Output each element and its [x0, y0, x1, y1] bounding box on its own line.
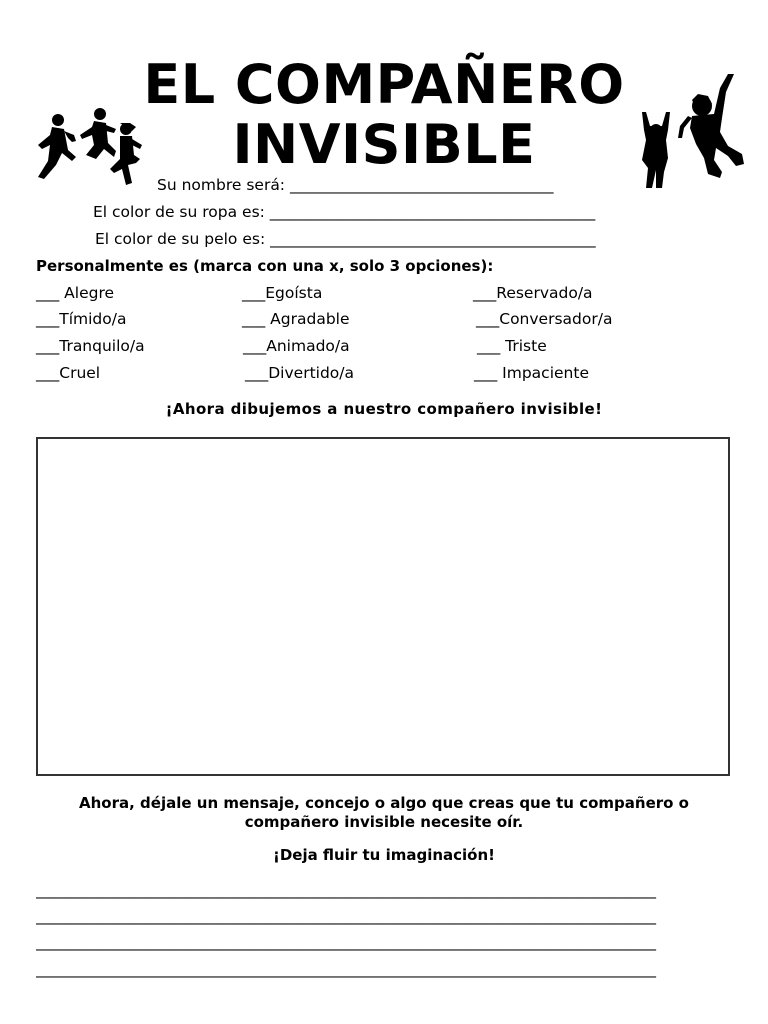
- option-animado[interactable]: ___Animado/a: [243, 337, 350, 355]
- personality-prompt: Personalmente es (marca con una x, solo 3 opciones):: [36, 257, 494, 275]
- draw-prompt: ¡Ahora dibujemos a nuestro compañero invisible!: [165, 400, 603, 418]
- option-timido[interactable]: ___Tímido/a: [36, 310, 127, 328]
- option-triste[interactable]: ___ Triste: [477, 337, 547, 355]
- page-title-line2: INVISIBLE: [232, 113, 536, 176]
- answer-line[interactable]: ________________________________________________________________________________: [36, 962, 656, 978]
- option-conversador[interactable]: ___Conversador/a: [476, 310, 613, 328]
- option-reservado[interactable]: ___Reservado/a: [473, 284, 593, 302]
- option-agradable[interactable]: ___ Agradable: [242, 310, 350, 328]
- answer-line[interactable]: ________________________________________________________________________________: [36, 935, 656, 951]
- answer-line[interactable]: ________________________________________________________________________________: [36, 883, 656, 899]
- option-alegre[interactable]: ___ Alegre: [36, 284, 115, 302]
- page-title-line1: EL COMPAÑERO: [143, 53, 625, 116]
- option-divertido[interactable]: ___Divertido/a: [245, 364, 354, 382]
- option-impaciente[interactable]: ___ Impaciente: [474, 364, 589, 382]
- hair-color-field[interactable]: El color de su pelo es: __________________________________________: [95, 230, 596, 248]
- message-prompt: Ahora, déjale un mensaje, concejo o algo que creas que tu compañero o compañero invisible necesite oír.: [79, 794, 689, 831]
- option-tranquilo[interactable]: ___Tranquilo/a: [36, 337, 145, 355]
- clothes-color-field[interactable]: El color de su ropa es: __________________________________________: [93, 203, 596, 221]
- drawing-area[interactable]: [36, 437, 730, 776]
- option-cruel[interactable]: ___Cruel: [36, 364, 101, 382]
- imagination-text: ¡Deja fluir tu imaginación!: [272, 846, 495, 864]
- answer-line[interactable]: ________________________________________________________________________________: [36, 909, 656, 925]
- name-field[interactable]: Su nombre será: __________________________________: [157, 176, 554, 194]
- option-egoista[interactable]: ___Egoísta: [242, 284, 323, 302]
